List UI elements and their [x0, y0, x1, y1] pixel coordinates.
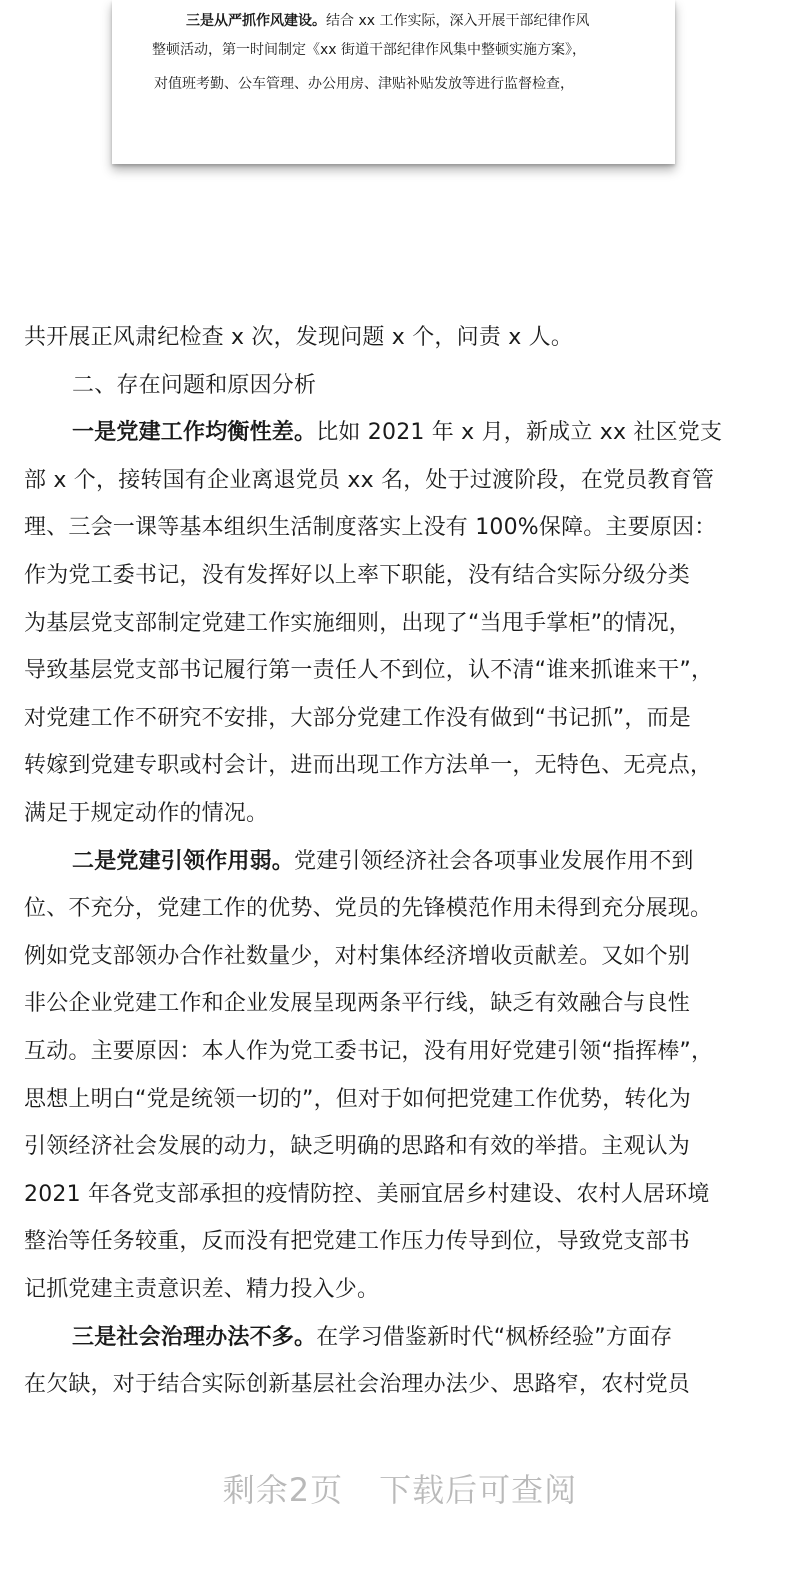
line-text: 互动。主要原因：本人作为党工委书记，没有用好党建引领“指挥棒”， [24, 1039, 714, 1064]
preview-line-1-text: 结合 xx 工作实际，深入开展干部纪律作风 [326, 13, 590, 29]
line-text: 2021 年各党支部承担的疫情防控、美丽宜居乡村建设、农村人居环境 [24, 1181, 710, 1207]
preview-card [112, 0, 675, 164]
line-text: 对党建工作不研究不安排，大部分党建工作没有做到“书记抓”，而是 [24, 705, 691, 731]
line-text: 引领经济社会发展的动力，缺乏明确的思路和有效的举措。主观认为 [24, 1134, 691, 1160]
download-hint-label: 下载后可查阅 [379, 1471, 578, 1509]
preview-line-2: 整顿活动，第一时间制定《xx 街道干部纪律作风集中整顿实施方案》， [152, 42, 587, 58]
document-line [24, 655, 713, 687]
line-text: 二、存在问题和原因分析 [72, 372, 317, 398]
document-line [24, 750, 712, 782]
preview-line-1 [186, 11, 589, 31]
document-line [24, 608, 691, 640]
remaining-pages-label: 剩余2页 [222, 1471, 344, 1509]
line-text: 比如 2021 年 x 月，新成立 xx 社区党支 [316, 420, 723, 446]
document-line [24, 1274, 379, 1306]
line-text: 思想上明白“党是统领一切的”，但对于如何把党建工作优势，转化为 [24, 1086, 691, 1112]
document-line [24, 941, 690, 973]
document-line [24, 465, 714, 497]
document-line [24, 893, 712, 925]
line-text: 非公企业党建工作和企业发展呈现两条平行线，缺乏有效融合与良性 [24, 991, 691, 1017]
document-line [24, 560, 690, 592]
line-text: 记抓党建主责意识差、精力投入少。 [24, 1277, 380, 1302]
line-text: 转嫁到党建专职或村会计，进而出现工作方法单一，无特色、无亮点， [24, 753, 713, 779]
document-line [24, 1131, 690, 1163]
line-text: 导致基层党支部书记履行第一责任人不到位，认不清“谁来抓谁来干”， [24, 658, 714, 684]
document-line [24, 703, 691, 735]
paragraph-heading: 三是社会治理办法不多。 [72, 1324, 317, 1350]
document-line [24, 1084, 691, 1116]
document-line [24, 512, 717, 544]
line-text: 满足于规定动作的情况。 [24, 801, 269, 826]
document-line [24, 1179, 710, 1211]
document-line [72, 370, 316, 402]
line-text: 为基层党支部制定党建工作实施细则，出现了“当甩手掌柜”的情况， [24, 610, 691, 636]
document-line [24, 322, 573, 354]
line-text: 位、不充分，党建工作的优势、党员的先锋模范作用未得到充分展现。 [24, 896, 713, 922]
line-text: 整治等任务较重，反而没有把党建工作压力传导到位，导致党支部书 [24, 1229, 691, 1255]
document-line [72, 846, 694, 878]
document-line [72, 1322, 672, 1354]
document-line [24, 1369, 690, 1401]
paragraph-heading: 一是党建工作均衡性差。 [72, 420, 317, 446]
download-footer[interactable] [0, 1466, 800, 1514]
document-line [72, 417, 722, 449]
line-text: 在学习借鉴新时代“枫桥经验”方面存 [316, 1324, 673, 1350]
preview-line-3: 对值班考勤、公车管理、办公用房、津贴补贴发放等进行监督检查， [154, 76, 574, 92]
line-text: 理、三会一课等基本组织生活制度落实上没有 100%保障。主要原因： [24, 515, 717, 541]
preview-line-1-bold: 三是从严抓作风建设。 [186, 13, 326, 29]
document-line [24, 988, 690, 1020]
line-text: 作为党工委书记，没有发挥好以上率下职能，没有结合实际分级分类 [24, 563, 691, 588]
line-text: 例如党支部领办合作社数量少，对村集体经济增收贡献差。又如个别 [24, 943, 691, 969]
document-line [24, 1226, 690, 1258]
document-line [24, 798, 268, 830]
paragraph-heading: 二是党建引领作用弱。 [72, 848, 295, 874]
line-text: 在欠缺，对于结合实际创新基层社会治理办法少、思路窄，农村党员 [24, 1372, 691, 1398]
line-text: 共开展正风肃纪检查 x 次，发现问题 x 个，问责 x 人。 [24, 325, 574, 350]
line-text: 部 x 个，接转国有企业离退党员 xx 名，处于过渡阶段，在党员教育管 [24, 467, 715, 493]
document-line [24, 1036, 713, 1068]
line-text: 党建引领经济社会各项事业发展作用不到 [294, 848, 694, 874]
